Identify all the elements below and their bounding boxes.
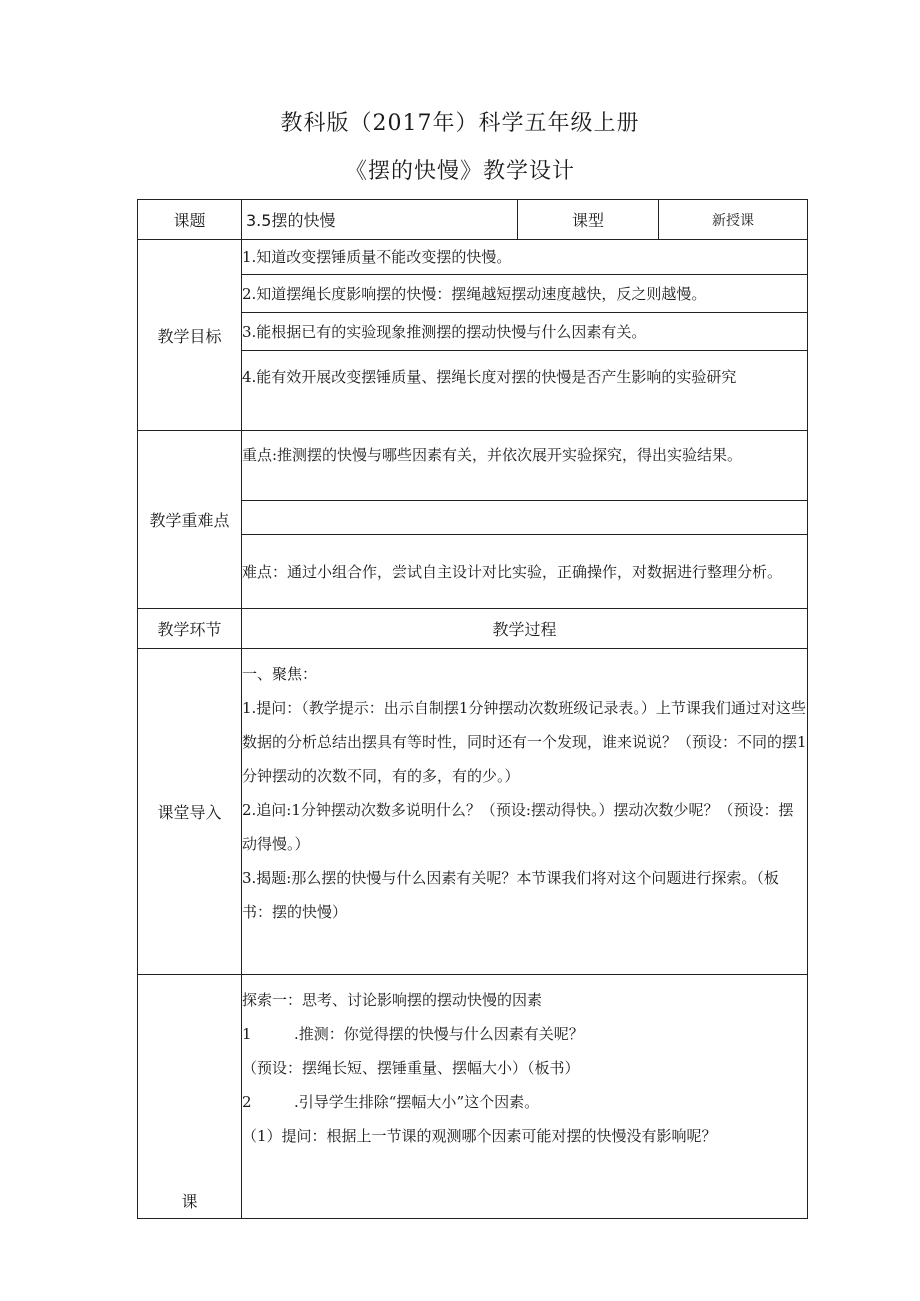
document-title: 教科版（2017年）科学五年级上册	[280, 111, 640, 136]
explore-label: 课	[138, 975, 242, 1219]
intro-line: 一、聚焦：	[242, 665, 318, 683]
difficult-point: 难点：通过小组合作，尝试自主设计对比实验，正确操作，对数据进行整理分析。	[242, 535, 808, 609]
explore-row	[138, 975, 808, 1219]
process-header-row	[138, 609, 808, 649]
intro-line: 3.揭题:那么摆的快慢与什么因素有关呢？本节课我们将对这个问题进行探索。（板书：摆的快慢）	[242, 869, 779, 921]
item-number: 2	[242, 1093, 252, 1111]
item-number: 1	[242, 1025, 252, 1043]
item-text: .引导学生排除“摆幅大小”这个因素。	[294, 1093, 540, 1111]
explore-heading: 探索一：思考、讨论影响摆的摆动快慢的因素	[242, 991, 543, 1009]
document-subtitle: 《摆的快慢》教学设计	[344, 159, 575, 184]
topic-value: 3.5摆的快慢	[242, 200, 518, 240]
explore-item-2	[242, 1085, 807, 1119]
intro-content	[242, 649, 808, 975]
goal-row	[138, 240, 808, 275]
topic-label: 课题	[138, 200, 242, 240]
explore-preset: （预设：摆绳长短、摆锤重量、摆幅大小）（板书）	[242, 1059, 580, 1077]
key-point: 重点:推测摆的快慢与哪些因素有关，并依次展开实验探究，得出实验结果。	[242, 431, 808, 501]
type-label: 课型	[518, 200, 659, 240]
intro-label: 课堂导入	[138, 649, 242, 975]
type-value: 新授课	[659, 200, 808, 240]
keypoints-label: 教学重难点	[138, 431, 242, 609]
goal-item: 1.知道改变摆锤质量不能改变摆的快慢。	[242, 240, 808, 275]
stage-header: 教学环节	[138, 609, 242, 649]
explore-item-1	[242, 1017, 807, 1051]
goal-item: 4.能有效开展改变摆锤质量、摆绳长度对摆的快慢是否产生影响的实验研究	[242, 351, 808, 431]
process-header: 教学过程	[242, 609, 808, 649]
topic-row	[138, 200, 808, 240]
empty-cell	[242, 501, 808, 535]
goal-item: 2.知道摆绳长度影响摆的快慢：摆绳越短摆动速度越快，反之则越慢。	[242, 275, 808, 313]
explore-sub-item: （1）提问：根据上一节课的观测哪个因素可能对摆的快慢没有影响呢？	[242, 1127, 717, 1145]
intro-line: 2.追问:1分钟摆动次数多说明什么？（预设:摆动得快。）摆动次数少呢？（预设：摆动得慢。）	[242, 801, 794, 853]
goal-item: 3.能根据已有的实验现象推测摆的摆动快慢与什么因素有关。	[242, 313, 808, 351]
goals-label: 教学目标	[138, 240, 242, 431]
item-text: .推测：你觉得摆的快慢与什么因素有关呢？	[294, 1025, 584, 1043]
keypoint-row	[138, 431, 808, 501]
explore-content	[242, 975, 808, 1219]
lesson-plan-table	[137, 199, 808, 1219]
intro-line: 1.提问：（教学提示：出示自制摆1分钟摆动次数班级记录表。）上节课我们通过对这些数据的分析总结出摆具有等时性，同时还有一个发现，谁来说说？（预设：不同的摆1分钟摆动的次数不同，有的多，有的少。）	[242, 699, 807, 785]
intro-row	[138, 649, 808, 975]
